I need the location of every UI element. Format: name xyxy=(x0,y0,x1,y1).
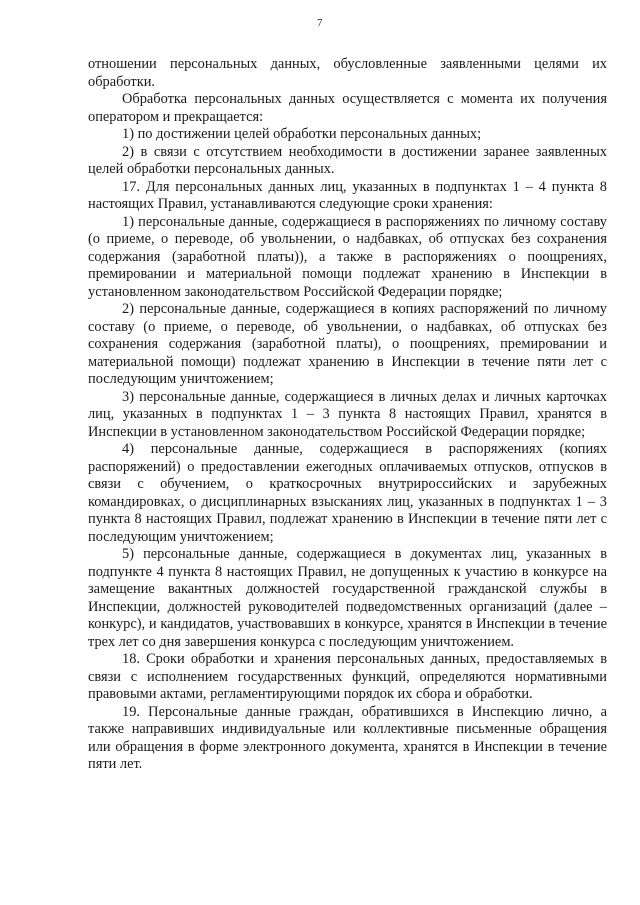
paragraph-17-item-2: 2) персональные данные, содержащиеся в копиях распоряжений по личному составу (о приеме, о переводе, об увольнении, о надбавках, об отпусках без сохранения содержания (заработной платы), о поощрениях, премировании и материальной помощи) подлежат хранению в Инспекции в течение пяти лет с последующим уничтожением; xyxy=(88,301,607,387)
paragraph-17-item-5: 5) персональные данные, содержащиеся в документах лиц, указанных в подпункте 4 пункта 8 настоящих Правил, не допущенных к участию в конкурсе на замещение вакантных должностей государственной гражданской службы в Инспекции, должностей руководителей подведомственных организаций (далее – конкурс), и кандидатов, участвовавших в конкурсе, хранятся в Инспекции в течение трех лет со дня завершения конкурса с последующим уничтожением. xyxy=(88,546,607,650)
page-number: 7 xyxy=(317,17,323,29)
paragraph-18: 18. Сроки обработки и хранения персональных данных, предоставляемых в связи с исполнением государственных функций, определяются нормативными правовыми актами, регламентирующими порядок их сбора и обработки. xyxy=(88,651,607,702)
paragraph-17-item-1: 1) персональные данные, содержащиеся в распоряжениях по личному составу (о приеме, о переводе, об увольнении, о надбавках, об отпусках без сохранения содержания (заработной платы)), а также в распоряжениях о поощрениях, премировании и материальной помощи подлежат хранению в Инспекции в установленном законодательством Российской Федерации порядке; xyxy=(88,213,607,300)
paragraph-17: 17. Для персональных данных лиц, указанных в подпунктах 1 – 4 пункта 8 настоящих Правил, устанавливаются следующие сроки хранения: xyxy=(88,178,607,212)
paragraph-17-item-4: 4) персональные данные, содержащиеся в распоряжениях (копиях распоряжений) о предоставлении ежегодных оплачиваемых отпусков, отпусков в связи с обучением, о краткосрочных внутрироссийских и зарубежных командировках, о дисциплинарных взысканиях лиц, указанных в подпунктах 1 – 3 пункта 8 настоящих Правил, подлежат хранению в Инспекции в течение пяти лет с последующим уничтожением; xyxy=(88,441,607,545)
list-item-1: 1) по достижении целей обработки персональных данных; xyxy=(122,126,482,142)
paragraph-19: 19. Персональные данные граждан, обратившихся в Инспекцию лично, а также направивших индивидуальные или коллективные письменные обращения или обращения в форме электронного документа, хранятся в Инспекции в течение пяти лет. xyxy=(88,703,607,772)
document-body xyxy=(88,56,607,774)
paragraph-processing-period: Обработка персональных данных осуществляется с момента их получения оператором и прекращается: xyxy=(88,91,607,125)
list-item-2: 2) в связи с отсутствием необходимости в достижении заранее заявленных целей обработки персональных данных. xyxy=(88,143,607,177)
paragraph-17-item-3: 3) персональные данные, содержащиеся в личных делах и личных карточках лиц, указанных в подпунктах 1 – 3 пункта 8 настоящих Правил, хранятся в Инспекции в установленном законодательством Российской Федерации порядке; xyxy=(88,388,607,440)
paragraph-continuation: отношении персональных данных, обусловленные заявленными целями их обработки. xyxy=(88,56,607,90)
